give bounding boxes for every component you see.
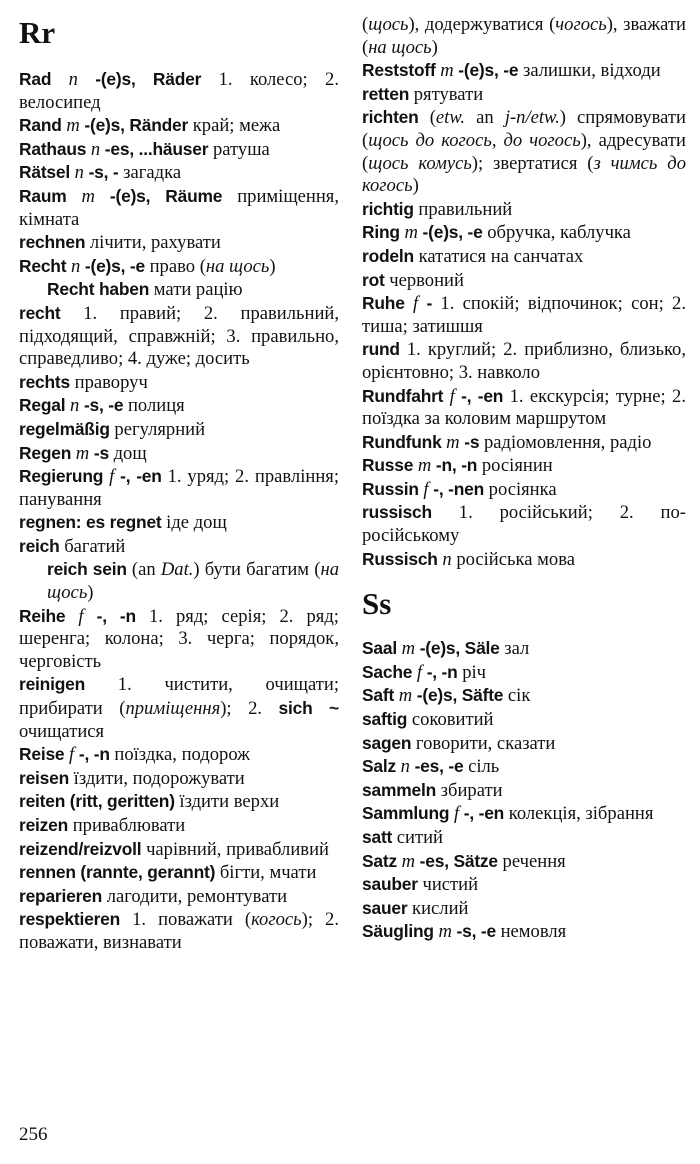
headword: Saal [362,638,402,659]
translation: ситий [396,827,443,848]
dictionary-entry [362,501,686,547]
headword: Raum [19,185,82,206]
headword: rund [362,339,407,360]
grammar-note: j-n/etw. [504,107,560,129]
translation: ратуша [212,138,270,160]
translation: ); 2. [220,698,279,720]
grammar-note: приміщення [125,698,221,720]
section-heading-r: Rr [19,15,56,50]
translation: росіянка [488,478,557,500]
dictionary-entry [19,185,339,231]
translation: лічити, рахувати [89,232,221,254]
headword: sammeln [362,779,441,800]
grammar-note: m [66,115,85,137]
grammar-note: n [70,255,85,277]
dictionary-entry [19,814,339,838]
headword: rodeln [362,245,419,266]
dictionary-entry [362,548,686,572]
headword: russisch [362,502,459,523]
grammar-note: з чимсь до когось [362,152,686,197]
grammar-note: n [74,162,89,184]
translation: 1. чистити, очищати; прибирати ( [19,674,339,720]
headword: -, -n [96,605,149,626]
headword: reisen [19,767,74,788]
translation: багатий [64,535,126,557]
translation: сіль [468,756,500,778]
headword: -s [93,442,114,463]
translation: загадка [123,162,182,184]
headword: rechnen [19,232,90,253]
translation: ); 2. поважати, визнавати [19,909,339,953]
headword: reinigen [19,674,118,695]
headword: -, -n [78,744,115,765]
translation: дощ [113,442,147,464]
headword: rot [362,269,390,290]
grammar-note: m [446,431,465,453]
dictionary-entry [362,850,686,874]
dictionary-entry [362,684,686,708]
dictionary-entry [362,431,686,455]
translation: кататися на санчатах [418,245,584,267]
translation: мати рацію [153,279,243,301]
grammar-note: на щось [368,36,432,58]
headword: reich [19,535,65,556]
headword: -, -en [461,385,510,406]
headword: Reise [19,744,70,765]
dictionary-entry [19,442,339,466]
headword: -(e)s, Säle [419,638,505,659]
translation: ); звертатися ( [471,152,594,174]
translation: ) спрямовувати ( [362,107,686,151]
dictionary-entry [362,454,686,478]
headword: Rätsel [19,162,75,183]
translation: 1. поважати ( [132,909,252,931]
grammar-note: Dat. [160,559,194,581]
page-number: 256 [19,1124,48,1145]
translation: чарівний, привабливий [146,838,329,860]
translation: радіомовлення, радіо [483,431,652,453]
headword: satt [362,827,397,847]
headword: Russisch [362,548,443,569]
headword: Sache [362,661,417,682]
dictionary-entry [19,465,339,511]
headword: reich sein [47,559,132,580]
headword: Sammlung [362,803,454,824]
translation: іде дощ [166,512,227,534]
headword: rechts [19,371,75,392]
headword: Rundfunk [362,431,447,452]
dictionary-entry [19,790,339,814]
dictionary-entry [19,418,339,442]
headword: Russe [362,455,418,476]
translation: рятувати [413,83,484,105]
headword: richten [362,107,430,128]
headword: Rad [19,69,69,89]
headword: richtig [362,198,419,219]
grammar-note: щось до когось, до чогось [368,129,581,151]
translation: ), адресувати ( [362,129,687,174]
headword: -(e)s, -e [458,60,523,81]
dictionary-entry [362,478,686,502]
entry-list-left [19,68,339,955]
entry-list-right-s [362,637,686,944]
translation: річ [462,661,487,683]
translation: ) [431,36,438,58]
headword: sauber [362,874,423,895]
headword: Satz [362,850,402,871]
left-column [19,14,339,955]
dictionary-entry [19,68,339,114]
headword: -s, -e [83,395,128,416]
dictionary-entry [19,114,339,138]
grammar-note: m [401,850,420,872]
dictionary-entry [362,385,686,431]
grammar-note: когось [251,909,302,931]
translation: залишки, відходи [522,60,661,82]
grammar-note: на щось [47,559,339,604]
dictionary-entry [19,394,339,418]
headword: regelmäßig [19,418,115,439]
headword: -(e)s, Räume [109,185,238,206]
right-column [362,14,686,944]
grammar-note: n [90,138,105,160]
translation: ) [412,175,419,197]
headword: -s [464,431,484,452]
translation: ( [429,107,436,129]
grammar-note: m [398,685,417,707]
translation: чистий [422,874,479,896]
grammar-note: m [440,60,459,82]
headword: Ring [362,222,405,243]
translation: ), додержуватися ( [408,14,556,35]
headword: -(e)s, Säfte [416,685,508,706]
headword: -(e)s, -e [84,255,150,276]
headword: -, -nen [433,478,489,499]
translation: ) бути багатим ( [193,559,321,581]
translation: лагодити, ремонтувати [106,885,288,907]
headword: -es, -e [414,756,469,777]
headword: reparieren [19,885,107,906]
headword: -(e)s, Ränder [84,115,193,136]
grammar-note: m [417,455,436,477]
translation: 1. російський; 2. по-російському [362,502,686,547]
grammar-note: f [69,744,79,766]
dictionary-entry [19,743,339,767]
dictionary-entry [362,873,686,897]
dictionary-entry [362,826,686,850]
dictionary-entry [19,161,339,185]
grammar-note: f [453,803,464,825]
dictionary-entry [362,221,686,245]
headword: -n, -n [435,455,482,476]
grammar-note: n [70,395,84,417]
headword: reiten (ritt, geritten) [19,791,180,812]
headword: -es, ...häuser [104,138,213,159]
grammar-note: f [109,466,121,488]
grammar-note: f [449,385,462,407]
dictionary-entry [19,535,339,559]
dictionary-entry [362,269,686,293]
grammar-note: n [442,548,457,570]
translation: червоний [389,269,464,291]
translation: збирати [440,779,503,801]
translation: зал [504,638,530,660]
entry-list-right-r [362,14,686,571]
headword: Russin [362,478,424,499]
dictionary-entry [362,637,686,661]
translation: їздити, подорожувати [73,767,245,789]
headword: -(e)s, Räder [95,69,219,89]
translation: колекція, зібрання [508,803,654,825]
headword: - [426,293,441,314]
dictionary-entry [19,511,339,535]
headword: reizend/reizvoll [19,838,147,859]
translation: кислий [412,897,469,919]
headword: reizen [19,815,73,835]
headword: Rundfahrt [362,385,450,406]
section-heading-s: Ss [362,586,392,622]
headword: -, -en [463,803,509,824]
dictionary-entry [362,755,686,779]
grammar-note: f [423,478,434,500]
grammar-note: f [413,293,427,315]
dictionary-entry [362,83,686,107]
sub-entry [19,278,339,302]
grammar-note: f [78,605,97,627]
grammar-note: щось [368,14,409,35]
translation: ) [87,582,94,604]
headword: regnen: es regnet [19,512,167,533]
dictionary-entry [19,371,339,395]
headword: sich ~ [278,698,339,719]
grammar-note: f [416,661,427,683]
translation: російська мова [456,548,575,570]
headword: -s, - [88,162,124,183]
dictionary-entry [362,920,686,944]
dictionary-entry [362,245,686,269]
dictionary-entry [19,885,339,909]
translation: (an [131,559,161,581]
headword: Reststoff [362,60,441,81]
dictionary-entry [19,767,339,791]
dictionary-entry [362,708,686,732]
grammar-note: чогось [555,14,607,35]
headword: Saft [362,685,399,706]
continued-entry [362,14,686,59]
grammar-note: на щось [205,255,270,277]
headword: respektieren [19,909,133,930]
headword: -s, -e [456,921,501,942]
dictionary-entry [362,779,686,803]
translation: немовля [500,921,567,943]
headword: Regen [19,442,76,463]
headword: -, -en [120,466,168,487]
dictionary-entry [362,292,686,338]
translation: край; межа [192,115,281,137]
translation: праворуч [74,371,148,393]
translation: приміщення, кімната [19,185,340,230]
dictionary-entry [19,861,339,885]
translation: поїздка, подорож [114,744,251,766]
grammar-note: etw. [435,107,477,129]
translation: очищатися [19,720,105,742]
dictionary-entry [362,106,686,197]
dictionary-entry [19,605,339,674]
translation: ), зважати ( [362,14,686,58]
translation: регулярний [114,418,206,440]
dictionary-entry [19,838,339,862]
translation: їздити верхи [179,791,280,813]
dictionary-entry [362,338,686,384]
translation: право ( [149,255,206,277]
headword: rennen (rannte, gerannt) [19,862,220,883]
dictionary-entry [19,138,339,162]
headword: recht [19,302,84,323]
headword: Salz [362,756,401,777]
grammar-note: n [68,69,96,90]
translation: ( [362,14,369,35]
dictionary-entry [362,59,686,83]
headword: sauer [362,897,413,918]
headword: saftig [362,709,412,730]
translation: 1. правий; 2. правильний, підходящий, справжній; 3. правильно, справедливо; 4. дуже; досить [19,302,339,370]
dictionary-entry [19,908,339,954]
grammar-note: m [401,638,420,660]
translation: обручка, каблучка [487,222,631,244]
headword: -, -n [426,661,463,682]
headword: Regal [19,395,70,416]
headword: Rand [19,115,67,136]
translation: ) [269,255,276,277]
grammar-note: n [400,756,415,778]
translation: 1. екскурсія; турне; 2. поїздка за коловим маршрутом [362,385,686,430]
dictionary-entry [19,302,339,371]
grammar-note: m [81,185,110,207]
grammar-note: m [75,442,94,464]
headword: -(e)s, -e [422,222,488,243]
translation: 1. уряд; 2. правління; панування [19,466,339,510]
sub-entry [19,558,339,604]
dictionary-entry [19,673,339,743]
translation: говорити, сказати [415,732,556,754]
headword: Ruhe [362,293,413,314]
dictionary-entry [362,732,686,756]
headword: Recht haben [47,279,154,300]
translation: соковитий [411,709,494,731]
translation: 1. круглий; 2. приблизно, близько, орієнтовно; 3. навколо [362,339,686,383]
translation: полиця [127,395,185,417]
headword: Reihe [19,605,79,626]
translation: приваблювати [72,815,186,836]
headword: sagen [362,732,416,753]
translation: речення [502,850,566,872]
headword: retten [362,83,414,104]
dictionary-entry [362,661,686,685]
headword: Säugling [362,921,439,942]
headword: -es, Sätze [419,850,503,871]
headword: Rathaus [19,138,91,159]
translation: 1. колесо; 2. велосипед [19,69,340,113]
translation: an [476,107,505,129]
dictionary-entry [362,198,686,222]
translation: бігти, мчати [219,862,317,884]
dictionary-entry [362,802,686,826]
dictionary-entry [19,231,339,255]
grammar-note: m [404,222,423,244]
headword: Recht [19,255,71,276]
dictionary-entry [19,255,339,279]
translation: 1. спокій; відпочинок; сон; 2. тиша; затишшя [362,293,686,337]
translation: 1. ряд; серія; 2. ряд; шеренга; колона; 3. черга; порядок, черговість [19,605,339,672]
translation: правильний [418,198,513,220]
grammar-note: m [438,921,457,943]
dictionary-entry [362,897,686,921]
translation: росіянин [481,455,553,477]
translation: сік [507,685,531,707]
headword: Regierung [19,466,110,487]
grammar-note: щось комусь [368,152,472,174]
